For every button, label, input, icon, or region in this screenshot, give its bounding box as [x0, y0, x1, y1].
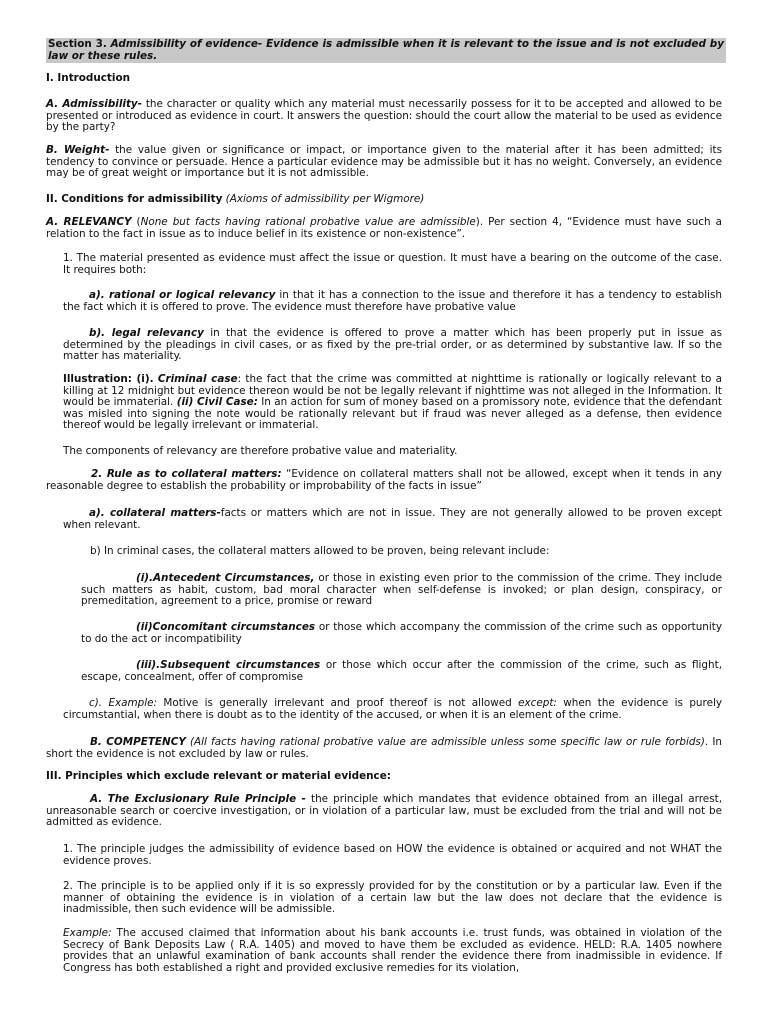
subsequent-paragraph	[81, 660, 722, 683]
section-heading	[46, 38, 726, 63]
competency-term: B. COMPETENCY	[90, 736, 186, 748]
rational-relevancy-paragraph	[63, 290, 722, 313]
components-paragraph: The components of relevancy are therefore probative value and materiality.	[63, 445, 458, 457]
weight-term: B. Weight-	[46, 144, 110, 156]
subsequent-term: (iii).Subsequent circumstances	[136, 659, 321, 671]
rational-term: a). rational or logical relevancy	[89, 289, 276, 301]
relevancy-term: A. RELEVANCY	[46, 216, 132, 228]
example-label: c). Example:	[89, 697, 158, 709]
principle-point-1: 1. The principle judges the admissibility of evidence based on HOW the evidence is obtained or acquired and not WHAT the evidence proves.	[63, 843, 722, 867]
section-label: Section 3.	[48, 38, 107, 50]
bank-example-paragraph	[63, 928, 722, 974]
legal-text: in that the evidence is offered to prove a matter which has been properly put in issue as determined by the pleadings in civil cases, or as fixed by the pre-trial order, or as determined by substantive law. If so the matter has materiality.	[63, 327, 722, 363]
principles-heading: III. Principles which exclude relevant or material evidence:	[46, 770, 391, 782]
legal-term: b). legal relevancy	[89, 327, 204, 339]
competency-paragraph	[46, 737, 722, 760]
admissibility-text: the character or quality which any material must necessarily possess for it to be accepted and allowed to be presented or introduced as evidence in court. It answers the question: should the court allow the material to be used as evidence by the party?	[46, 98, 722, 134]
criminal-collateral-paragraph: b) In criminal cases, the collateral matters allowed to be proven, being relevant include:	[90, 545, 550, 557]
collateral-def-term: a). collateral matters-	[89, 507, 221, 519]
illustration-paragraph	[63, 374, 722, 432]
antecedent-text: or those in existing even prior to the commission of the crime. They include such matters as habit, custom, bad moral character when self-defense is invoked; or plan design, conspiracy, or premeditation, agreement to a price, promise or reward	[81, 572, 722, 608]
conditions-subtitle: (Axioms of admissibility per Wigmore)	[222, 193, 425, 205]
collateral-def-text: facts or matters which are not in issue. They are not generally allowed to be proven except when relevant.	[63, 507, 722, 531]
competency-text: . In short the evidence is not excluded by law or rules.	[46, 736, 722, 760]
conditions-heading	[46, 194, 722, 206]
exclusionary-rule-paragraph	[46, 794, 722, 829]
example-text-2: when the evidence is purely circumstantial, when there is doubt as to the identity of the accused, or when it is an element of the crime.	[63, 697, 722, 721]
exclusionary-term: A. The Exclusionary Rule Principle -	[90, 793, 306, 805]
criminal-case-label: Criminal case	[157, 373, 238, 385]
antecedent-paragraph	[81, 573, 722, 608]
admissibility-paragraph	[46, 99, 722, 134]
concomitant-paragraph	[81, 622, 722, 645]
collateral-rule-paragraph	[46, 469, 722, 492]
relevancy-paren: None but facts having rational probative value are admissible	[140, 216, 476, 228]
relevancy-point-1: 1. The material presented as evidence must affect the issue or question. It must have a bearing on the outcome of the case. It requires both:	[63, 252, 722, 276]
conditions-title: II. Conditions for admissibility	[46, 193, 223, 205]
intro-heading: I. Introduction	[46, 72, 130, 84]
rational-text: in that it has a connection to the issue and therefore it has a tendency to establish the fact which it is offered to prove. The evidence must therefore have probative value	[63, 289, 723, 313]
relevancy-paragraph: A. RELEVANCY (None but facts having rational probative value are admissible). Per section 4, “Evidence must have such a relation to the fact in issue as to induce belief in its existence or non-existence”.	[46, 216, 722, 240]
civil-case-label: (ii) Civil Case:	[176, 396, 258, 409]
weight-paragraph	[46, 145, 722, 180]
motive-example-paragraph	[63, 698, 722, 721]
competency-paren: (All facts having rational probative value are admissible unless some specific law or rule forbids)	[185, 736, 705, 748]
example-except: except:	[518, 697, 557, 709]
section-title: Admissibility of evidence- Evidence is admissible when it is relevant to the issue and is not excluded by law or these rules.	[48, 38, 724, 62]
concomitant-text: or those which accompany the commission of the crime such as opportunity to do the act or incompatibility	[81, 621, 722, 645]
bank-example-text: The accused claimed that information about his bank accounts i.e. trust funds, was obtained in violation of the Secrecy of Bank Deposits Law ( R.A. 1405) and moved to have them be excluded as evidence. HELD: R.A. 1405 nowhere provides that an unlawful examination of bank accounts shall render the evidence there from inadmissible in evidence. If Congress has both established a right and provided exclusive remedies for its violation,	[63, 927, 722, 974]
criminal-case-text: : the fact that the crime was committed at nighttime is rationally or logically relevant to a killing at 12 midnight but evidence thereon would be not be legally relevant if nighttime was not alleged in the Information. It would be immaterial.	[63, 373, 722, 409]
bank-example-label: Example:	[63, 927, 112, 939]
exclusionary-text: the principle which mandates that evidence obtained from an illegal arrest, unreasonable search or coercive investigation, or in violation of a particular law, must be excluded from the trial and will not be admitted as evidence.	[46, 793, 722, 829]
antecedent-term: (i).Antecedent Circumstances,	[136, 572, 315, 584]
admissibility-term: A. Admissibility-	[46, 98, 142, 110]
weight-text: the value given or significance or impact, or importance given to the material after it has been admitted; its tendency to convince or persuade. Hence a particular evidence may be admissible but it has no weight. Conversely, an evidence may be of great weight or importance but it is not admissible.	[46, 144, 722, 180]
concomitant-term: (ii)Concomitant circumstances	[136, 621, 316, 633]
subsequent-text: or those which occur after the commission of the crime, such as flight, escape, concealment, offer of compromise	[81, 659, 722, 683]
collateral-rule-text: “Evidence on collateral matters shall not be allowed, except when it tends in any reasonable degree to establish the probability or improbability of the facts in issue”	[46, 468, 723, 492]
principle-point-2: 2. The principle is to be applied only if it is so expressly provided for by the constitution or by a particular law. Even if the manner of obtaining the evidence is in violation of a certain law but the law does not declare that the evidence is inadmissible, then such evidence will be admissible.	[63, 880, 722, 916]
example-text-1: Motive is generally irrelevant and proof thereof is not allowed	[157, 697, 519, 709]
civil-case-text: In an action for sum of money based on a promissory note, evidence that the defendant was misled into signing the note would be rationally relevant but if fraud was never alleged as a defense, then evidence thereof would be legally irrelevant or immaterial.	[63, 396, 723, 432]
legal-relevancy-paragraph	[63, 328, 722, 363]
relevancy-text: . Per section 4, “Evidence must have such a relation to the fact in issue as to induce belief in its existence or non-existence”.	[46, 216, 722, 240]
illustration-label: Illustration: (i).	[63, 373, 154, 385]
collateral-definition-paragraph	[63, 508, 722, 531]
collateral-rule-term: 2. Rule as to collateral matters:	[91, 468, 282, 480]
